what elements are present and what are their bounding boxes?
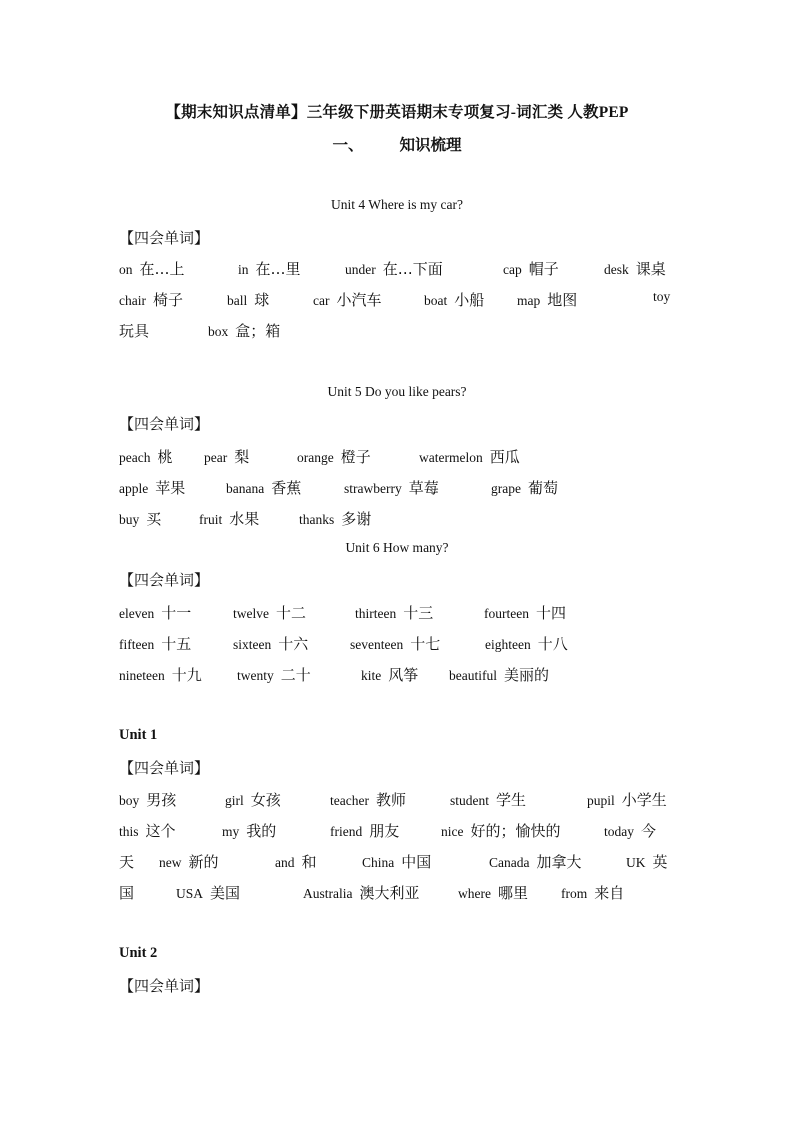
- english-word: pupil: [587, 793, 615, 808]
- english-word: from: [561, 886, 588, 901]
- chinese-meaning: 香蕉: [271, 479, 302, 497]
- vocab-line: [119, 633, 675, 655]
- english-word: twenty: [237, 668, 274, 683]
- vocab-entry: [119, 664, 202, 685]
- vocab-entry: [604, 820, 656, 841]
- chinese-meaning: 十一: [161, 604, 192, 622]
- english-word: boat: [424, 293, 448, 308]
- vocab-entry: [485, 633, 568, 654]
- vocab-line: [119, 508, 675, 530]
- vocab-entry: [199, 508, 259, 529]
- vocab-entry: [561, 882, 624, 903]
- english-word: sixteen: [233, 637, 272, 652]
- english-word: Australia: [303, 886, 353, 901]
- chinese-meaning: 在…里: [255, 260, 301, 278]
- english-word: apple: [119, 481, 149, 496]
- chinese-meaning: 苹果: [155, 479, 186, 497]
- vocab-entry: [491, 477, 558, 498]
- english-word: thirteen: [355, 606, 397, 621]
- vocab-entry: [503, 258, 559, 279]
- vocab-entry: [345, 258, 443, 279]
- vocab-line: [119, 289, 675, 311]
- vocab-entry: [449, 664, 549, 685]
- chinese-meaning: 风筝: [388, 666, 419, 684]
- chinese-meaning: 地图: [547, 291, 578, 309]
- vocab-entry: [119, 820, 176, 841]
- chinese-meaning: 小学生: [621, 791, 667, 809]
- chinese-meaning: 这个: [145, 822, 176, 840]
- chinese-meaning: 二十: [280, 666, 311, 684]
- chinese-meaning: 学生: [496, 791, 527, 809]
- chinese-meaning: 椅子: [152, 291, 183, 309]
- chinese-meaning: 在…上: [139, 260, 185, 278]
- chinese-meaning: 美国: [210, 884, 241, 902]
- vocab-entry: [119, 789, 176, 810]
- vocab-line: [119, 851, 675, 873]
- chinese-meaning: 教师: [375, 791, 406, 809]
- english-word: under: [345, 262, 376, 277]
- chinese-meaning: 课桌: [635, 260, 666, 278]
- vocab-line: [119, 789, 675, 811]
- english-word: box: [208, 324, 229, 339]
- vocab-entry: [176, 882, 240, 903]
- english-word: thanks: [299, 512, 335, 527]
- section-heading: [0, 133, 794, 155]
- english-word: student: [450, 793, 489, 808]
- vocab-entry: [119, 508, 161, 529]
- chinese-meaning: 女孩: [250, 791, 281, 809]
- vocab-entry: [233, 602, 306, 623]
- chinese-meaning: 桃: [157, 448, 173, 466]
- english-word: my: [222, 824, 240, 839]
- chinese-meaning: 西瓜: [489, 448, 520, 466]
- english-word: fruit: [199, 512, 223, 527]
- section-label: 【四会单词】: [119, 761, 210, 777]
- english-word: girl: [225, 793, 244, 808]
- chinese-meaning: 水果: [229, 510, 260, 528]
- vocab-entry: [361, 664, 418, 685]
- english-word: nineteen: [119, 668, 165, 683]
- english-word: map: [517, 293, 541, 308]
- english-word: twelve: [233, 606, 269, 621]
- vocab-entry: [119, 446, 173, 467]
- chinese-meaning: 玩具: [119, 322, 150, 340]
- english-word: beautiful: [449, 668, 497, 683]
- vocab-entry: [458, 882, 528, 903]
- english-word: and: [275, 855, 295, 870]
- english-word: eighteen: [485, 637, 531, 652]
- english-word: Canada: [489, 855, 530, 870]
- vocab-entry: [119, 477, 185, 498]
- vocab-entry: [222, 820, 276, 841]
- vocab-entry: [653, 289, 670, 306]
- chinese-meaning: 盒；箱: [235, 322, 281, 340]
- english-word: toy: [653, 289, 671, 304]
- chinese-meaning: 球: [254, 291, 270, 309]
- unit-title: Unit 4 Where is my car?: [330, 197, 464, 212]
- chinese-meaning: 美丽的: [503, 666, 549, 684]
- vocab-line: [119, 477, 675, 499]
- vocab-entry: [237, 664, 311, 685]
- vocab-entry: [225, 789, 281, 810]
- english-word: on: [119, 262, 133, 277]
- english-word: peach: [119, 450, 151, 465]
- chinese-meaning: 草莓: [408, 479, 439, 497]
- english-word: UK: [626, 855, 646, 870]
- english-word: chair: [119, 293, 146, 308]
- english-word: in: [238, 262, 249, 277]
- chinese-meaning: 哪里: [497, 884, 528, 902]
- english-word: seventeen: [350, 637, 404, 652]
- english-word: eleven: [119, 606, 155, 621]
- vocab-entry: [227, 289, 269, 310]
- chinese-meaning: 朋友: [369, 822, 400, 840]
- unit-title: Unit 1: [119, 727, 158, 743]
- vocab-entry: [119, 633, 191, 654]
- chinese-meaning: 十四: [535, 604, 566, 622]
- vocab-entry: [303, 882, 420, 903]
- vocab-entry: [208, 320, 280, 341]
- chinese-meaning: 新的: [188, 853, 219, 871]
- vocab-entry: [330, 789, 406, 810]
- vocab-entry: [450, 789, 526, 810]
- english-word: buy: [119, 512, 140, 527]
- chinese-meaning: 十二: [276, 604, 307, 622]
- vocab-entry: [313, 289, 382, 310]
- vocab-entry: [362, 851, 431, 872]
- vocab-entry: [159, 851, 219, 872]
- vocab-entry: [419, 446, 520, 467]
- english-word: China: [362, 855, 395, 870]
- unit-title: Unit 6 How many?: [345, 540, 449, 555]
- vocab-entry: [119, 289, 183, 310]
- vocab-entry: [233, 633, 308, 654]
- english-word: car: [313, 293, 330, 308]
- vocab-entry: [119, 320, 149, 341]
- section-label: 【四会单词】: [119, 979, 210, 995]
- chinese-meaning: 我的: [246, 822, 277, 840]
- vocab-entry: [441, 820, 561, 841]
- vocab-line: [119, 446, 675, 468]
- chinese-meaning: 今: [641, 822, 657, 840]
- vocab-entry: [350, 633, 440, 654]
- chinese-meaning: 好的；愉快的: [470, 822, 561, 840]
- unit-title: Unit 2: [119, 945, 158, 961]
- chinese-meaning: 十六: [278, 635, 309, 653]
- chinese-meaning: 澳大利亚: [359, 884, 420, 902]
- vocab-line: [119, 602, 675, 624]
- vocab-entry: [355, 602, 433, 623]
- vocab-entry: [297, 446, 371, 467]
- english-word: boy: [119, 793, 140, 808]
- vocab-entry: [238, 258, 301, 279]
- vocab-entry: [119, 851, 134, 872]
- unit-title: Unit 5 Do you like pears?: [327, 384, 467, 399]
- chinese-meaning: 葡萄: [527, 479, 558, 497]
- chinese-meaning: 英: [652, 853, 668, 871]
- vocab-entry: [226, 477, 301, 498]
- chinese-meaning: 和: [301, 853, 317, 871]
- english-word: ball: [227, 293, 248, 308]
- chinese-meaning: 买: [146, 510, 162, 528]
- vocab-entry: [119, 602, 191, 623]
- chinese-meaning: 十八: [537, 635, 568, 653]
- chinese-meaning: 十七: [410, 635, 441, 653]
- chinese-meaning: 国: [119, 884, 135, 902]
- section-label: 【四会单词】: [119, 231, 210, 247]
- english-word: today: [604, 824, 634, 839]
- english-word: watermelon: [419, 450, 483, 465]
- vocab-entry: [489, 851, 582, 872]
- vocab-entry: [299, 508, 371, 529]
- vocab-line: [119, 320, 675, 342]
- section-heading-text: 知识梳理: [399, 137, 462, 154]
- english-word: new: [159, 855, 182, 870]
- vocab-entry: [275, 851, 317, 872]
- english-word: desk: [604, 262, 629, 277]
- english-word: fourteen: [484, 606, 529, 621]
- chinese-meaning: 加拿大: [536, 853, 582, 871]
- section-label: 【四会单词】: [119, 417, 210, 433]
- document-title: 【期末知识点清单】三年级下册英语期末专项复习-词汇类 人教PEP: [165, 104, 629, 121]
- vocab-line: [119, 664, 675, 686]
- vocab-line: [119, 882, 675, 904]
- chinese-meaning: 梨: [234, 448, 250, 466]
- english-word: pear: [204, 450, 228, 465]
- vocab-entry: [119, 882, 134, 903]
- chinese-meaning: 中国: [401, 853, 432, 871]
- chinese-meaning: 小汽车: [336, 291, 382, 309]
- vocab-entry: [587, 789, 667, 810]
- english-word: strawberry: [344, 481, 402, 496]
- english-word: grape: [491, 481, 521, 496]
- english-word: friend: [330, 824, 363, 839]
- vocab-entry: [484, 602, 566, 623]
- vocab-entry: [204, 446, 249, 467]
- english-word: banana: [226, 481, 265, 496]
- chinese-meaning: 小船: [454, 291, 485, 309]
- chinese-meaning: 在…下面: [382, 260, 443, 278]
- english-word: this: [119, 824, 139, 839]
- section-label: 【四会单词】: [119, 573, 210, 589]
- chinese-meaning: 男孩: [146, 791, 177, 809]
- chinese-meaning: 天: [119, 853, 135, 871]
- english-word: where: [458, 886, 491, 901]
- vocab-entry: [344, 477, 439, 498]
- chinese-meaning: 十五: [161, 635, 192, 653]
- vocab-line: [119, 820, 675, 842]
- chinese-meaning: 帽子: [528, 260, 559, 278]
- chinese-meaning: 十九: [171, 666, 202, 684]
- vocab-entry: [626, 851, 668, 872]
- english-word: teacher: [330, 793, 369, 808]
- vocab-entry: [604, 258, 666, 279]
- english-word: fifteen: [119, 637, 155, 652]
- vocab-entry: [330, 820, 399, 841]
- section-number: 一、: [332, 137, 364, 154]
- vocab-entry: [119, 258, 185, 279]
- vocab-line: [119, 258, 675, 280]
- english-word: USA: [176, 886, 204, 901]
- english-word: cap: [503, 262, 522, 277]
- english-word: orange: [297, 450, 334, 465]
- vocab-entry: [517, 289, 577, 310]
- chinese-meaning: 多谢: [341, 510, 372, 528]
- english-word: kite: [361, 668, 382, 683]
- chinese-meaning: 十三: [403, 604, 434, 622]
- vocab-entry: [424, 289, 484, 310]
- chinese-meaning: 来自: [594, 884, 625, 902]
- chinese-meaning: 橙子: [340, 448, 371, 466]
- english-word: nice: [441, 824, 464, 839]
